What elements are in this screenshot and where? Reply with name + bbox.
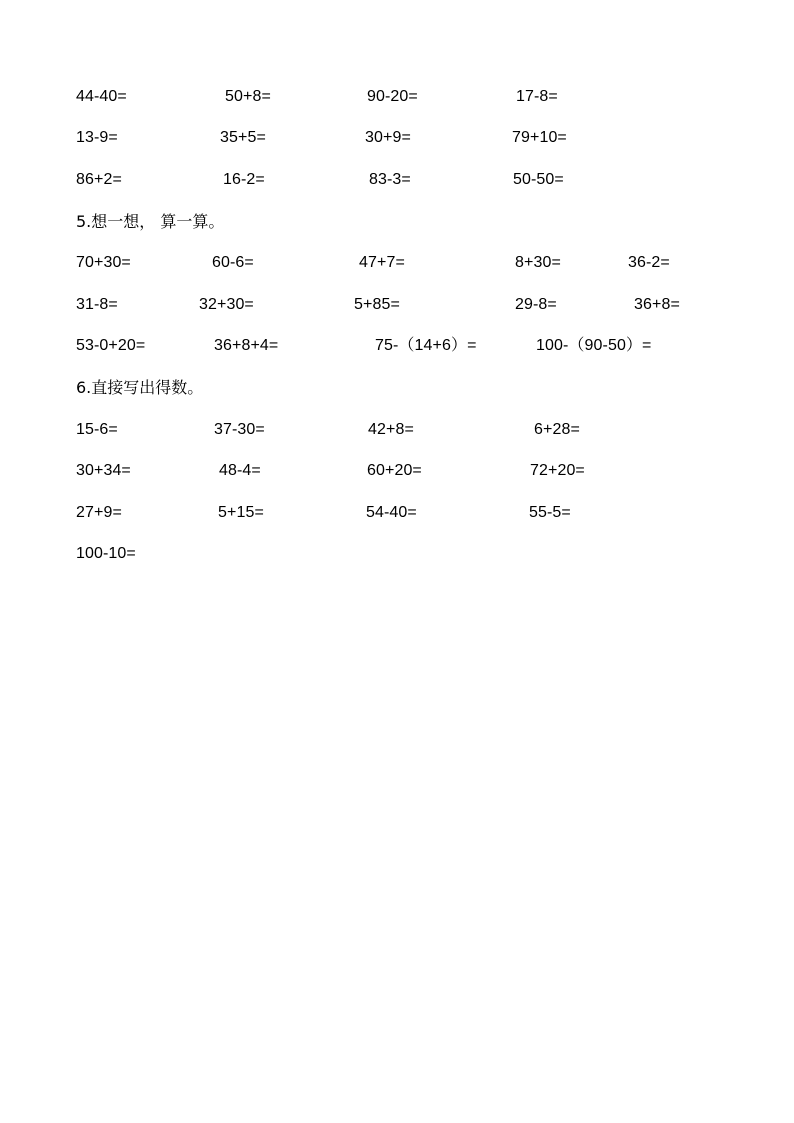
arithmetic-problem: 47+7=	[359, 254, 405, 271]
problem-row	[0, 294, 794, 316]
problem-row	[0, 86, 794, 108]
arithmetic-problem: 100-10=	[76, 545, 136, 562]
arithmetic-problem: 44-40=	[76, 88, 127, 105]
arithmetic-problem: 37-30=	[214, 421, 265, 438]
arithmetic-problem: 53-0+20=	[76, 337, 146, 354]
arithmetic-problem: 75-（14+6）=	[375, 337, 477, 354]
arithmetic-problem: 35+5=	[220, 129, 266, 146]
arithmetic-problem: 50-50=	[513, 171, 564, 188]
arithmetic-problem: 36-2=	[628, 254, 670, 271]
arithmetic-problem: 17-8=	[516, 88, 558, 105]
arithmetic-problem: 30+34=	[76, 462, 131, 479]
arithmetic-problem: 54-40=	[366, 504, 417, 521]
arithmetic-problem: 6+28=	[534, 421, 580, 438]
problem-row	[0, 169, 794, 191]
problem-row	[0, 460, 794, 482]
arithmetic-problem: 30+9=	[365, 129, 411, 146]
arithmetic-problem: 86+2=	[76, 171, 122, 188]
section-heading: 5.想一想， 算一算。	[76, 212, 225, 231]
arithmetic-problem: 15-6=	[76, 421, 118, 438]
arithmetic-problem: 90-20=	[367, 88, 418, 105]
arithmetic-problem: 72+20=	[530, 462, 585, 479]
section-heading: 6.直接写出得数。	[76, 378, 204, 397]
problem-row	[0, 127, 794, 149]
arithmetic-problem: 5+15=	[218, 504, 264, 521]
arithmetic-problem: 60-6=	[212, 254, 254, 271]
arithmetic-problem: 16-2=	[223, 171, 265, 188]
arithmetic-problem: 55-5=	[529, 504, 571, 521]
arithmetic-problem: 27+9=	[76, 504, 122, 521]
problem-row	[0, 543, 794, 565]
arithmetic-problem: 5+85=	[354, 296, 400, 313]
arithmetic-problem: 83-3=	[369, 171, 411, 188]
arithmetic-problem: 36+8=	[634, 296, 680, 313]
problem-row	[0, 335, 794, 357]
arithmetic-problem: 8+30=	[515, 254, 561, 271]
arithmetic-problem: 100-（90-50）=	[536, 337, 652, 354]
problem-row	[0, 502, 794, 524]
problem-row	[0, 252, 794, 274]
problem-row	[0, 419, 794, 441]
arithmetic-problem: 50+8=	[225, 88, 271, 105]
arithmetic-problem: 70+30=	[76, 254, 131, 271]
arithmetic-problem: 32+30=	[199, 296, 254, 313]
arithmetic-problem: 36+8+4=	[214, 337, 279, 354]
arithmetic-problem: 48-4=	[219, 462, 261, 479]
arithmetic-problem: 42+8=	[368, 421, 414, 438]
arithmetic-problem: 13-9=	[76, 129, 118, 146]
arithmetic-problem: 79+10=	[512, 129, 567, 146]
arithmetic-problem: 29-8=	[515, 296, 557, 313]
arithmetic-problem: 60+20=	[367, 462, 422, 479]
arithmetic-problem: 31-8=	[76, 296, 118, 313]
